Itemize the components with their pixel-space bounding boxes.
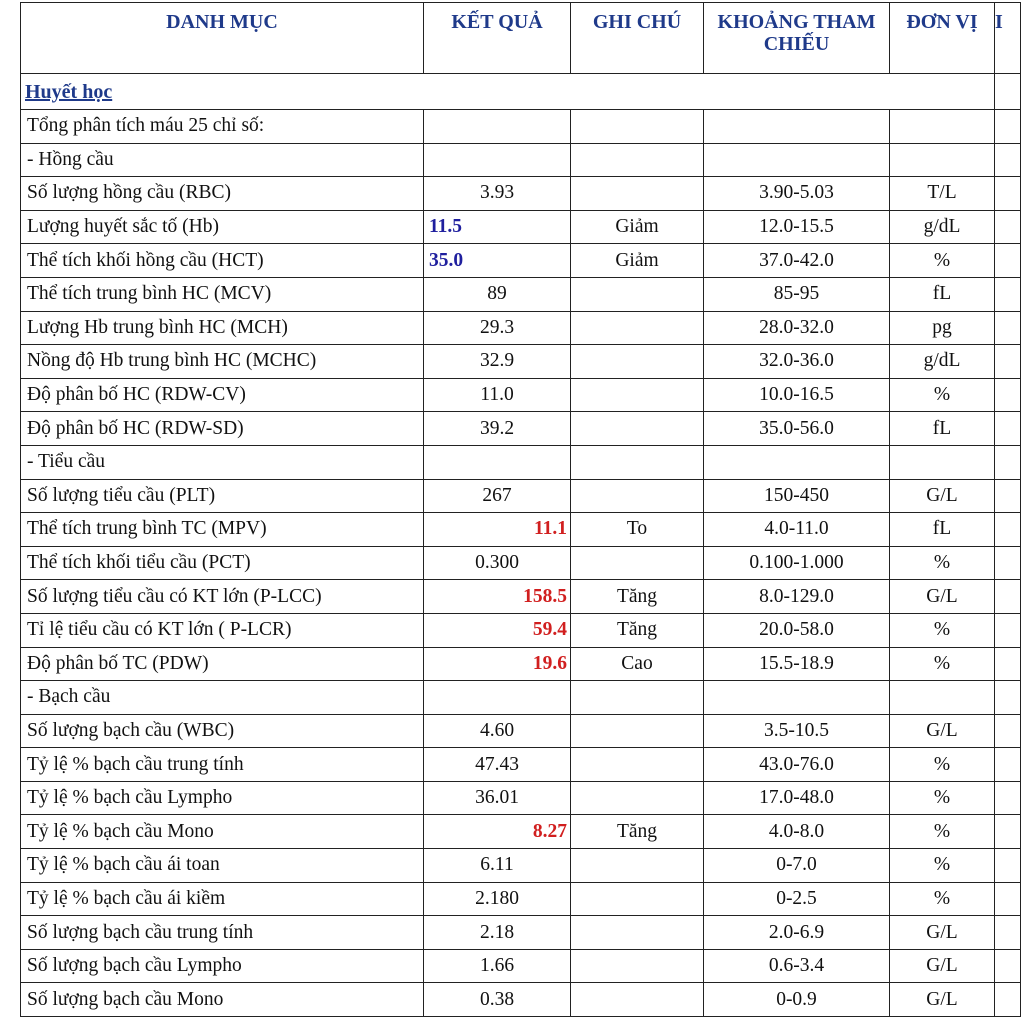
table-row (21, 412, 1021, 446)
row-result: 158.5 (424, 580, 571, 614)
row-reference: 15.5-18.9 (704, 647, 890, 681)
table-row (21, 781, 1021, 815)
row-note (571, 916, 704, 950)
row-extra-cell (995, 378, 1021, 412)
row-note: Giảm (571, 244, 704, 278)
row-name: Tổng phân tích máu 25 chỉ số: (21, 110, 424, 144)
row-note: Tăng (571, 580, 704, 614)
row-result: 59.4 (424, 613, 571, 647)
row-name: Số lượng bạch cầu (WBC) (21, 714, 424, 748)
row-extra-cell (995, 815, 1021, 849)
row-result: 2.18 (424, 916, 571, 950)
row-result: 6.11 (424, 849, 571, 883)
row-note (571, 277, 704, 311)
section-title: Huyết học (21, 74, 995, 110)
row-extra-cell (995, 412, 1021, 446)
table-row (21, 748, 1021, 782)
row-unit: G/L (890, 714, 995, 748)
row-reference: 0-2.5 (704, 882, 890, 916)
row-result: 39.2 (424, 412, 571, 446)
row-note (571, 311, 704, 345)
row-unit: fL (890, 277, 995, 311)
header-reference (704, 3, 890, 74)
row-note (571, 882, 704, 916)
table-row (21, 110, 1021, 144)
row-result: 35.0 (424, 244, 571, 278)
row-reference: 150-450 (704, 479, 890, 513)
table-row (21, 949, 1021, 983)
row-note: Tăng (571, 613, 704, 647)
row-extra-cell (995, 613, 1021, 647)
row-name: Số lượng bạch cầu Mono (21, 983, 424, 1017)
row-unit (890, 445, 995, 479)
row-result: 8.27 (424, 815, 571, 849)
row-name: Độ phân bố HC (RDW-CV) (21, 378, 424, 412)
row-result: 4.60 (424, 714, 571, 748)
header-note: GHI CHÚ (571, 3, 704, 74)
row-name: - Tiểu cầu (21, 445, 424, 479)
table-row (21, 815, 1021, 849)
row-name: Số lượng bạch cầu Lympho (21, 949, 424, 983)
table-row (21, 345, 1021, 379)
table-row (21, 983, 1021, 1017)
table-row (21, 311, 1021, 345)
row-extra-cell (995, 580, 1021, 614)
row-result: 89 (424, 277, 571, 311)
row-unit: % (890, 244, 995, 278)
row-note (571, 983, 704, 1017)
row-unit: T/L (890, 177, 995, 211)
row-name: Thể tích khối tiểu cầu (PCT) (21, 546, 424, 580)
row-unit (890, 143, 995, 177)
row-result: 267 (424, 479, 571, 513)
table-row (21, 244, 1021, 278)
row-name: Tỷ lệ % bạch cầu Lympho (21, 781, 424, 815)
table-row (21, 916, 1021, 950)
row-result: 11.1 (424, 513, 571, 547)
row-reference: 85-95 (704, 277, 890, 311)
row-note (571, 378, 704, 412)
row-note (571, 546, 704, 580)
row-reference: 10.0-16.5 (704, 378, 890, 412)
header-unit: ĐƠN VỊ (890, 3, 995, 74)
row-extra-cell (995, 849, 1021, 883)
row-note (571, 479, 704, 513)
row-reference: 32.0-36.0 (704, 345, 890, 379)
row-name: - Bạch cầu (21, 681, 424, 715)
row-result (424, 143, 571, 177)
row-note (571, 714, 704, 748)
row-name: Độ phân bố TC (PDW) (21, 647, 424, 681)
row-result: 47.43 (424, 748, 571, 782)
row-result: 32.9 (424, 345, 571, 379)
row-note (571, 412, 704, 446)
row-reference: 4.0-8.0 (704, 815, 890, 849)
row-unit: G/L (890, 949, 995, 983)
row-unit: % (890, 647, 995, 681)
row-extra-cell (995, 983, 1021, 1017)
row-note (571, 345, 704, 379)
row-unit: % (890, 546, 995, 580)
row-unit (890, 110, 995, 144)
row-result (424, 681, 571, 715)
row-reference: 0-0.9 (704, 983, 890, 1017)
row-extra-cell (995, 244, 1021, 278)
row-note (571, 949, 704, 983)
row-result (424, 110, 571, 144)
row-name: - Hồng cầu (21, 143, 424, 177)
table-row (21, 445, 1021, 479)
header-row (21, 3, 1021, 74)
row-result: 11.5 (424, 210, 571, 244)
row-extra-cell (995, 714, 1021, 748)
row-note (571, 143, 704, 177)
row-extra-cell (995, 177, 1021, 211)
row-name: Thể tích trung bình TC (MPV) (21, 513, 424, 547)
row-reference: 3.5-10.5 (704, 714, 890, 748)
header-reference-line2: CHIẾU (763, 33, 830, 55)
row-reference: 35.0-56.0 (704, 412, 890, 446)
row-result: 1.66 (424, 949, 571, 983)
row-extra-cell (995, 546, 1021, 580)
row-note (571, 748, 704, 782)
row-note (571, 681, 704, 715)
row-unit: g/dL (890, 345, 995, 379)
row-name: Số lượng tiểu cầu có KT lớn (P-LCC) (21, 580, 424, 614)
row-note (571, 445, 704, 479)
header-extra: I (995, 3, 1021, 74)
row-name: Lượng huyết sắc tố (Hb) (21, 210, 424, 244)
row-unit: G/L (890, 916, 995, 950)
row-reference (704, 681, 890, 715)
table-row (21, 849, 1021, 883)
row-name: Độ phân bố HC (RDW-SD) (21, 412, 424, 446)
header-result: KẾT QUẢ (424, 3, 571, 74)
row-result: 3.93 (424, 177, 571, 211)
row-extra-cell (995, 345, 1021, 379)
row-reference (704, 110, 890, 144)
row-reference: 2.0-6.9 (704, 916, 890, 950)
row-name: Số lượng tiểu cầu (PLT) (21, 479, 424, 513)
row-extra-cell (995, 277, 1021, 311)
table-row (21, 143, 1021, 177)
row-reference: 20.0-58.0 (704, 613, 890, 647)
row-note (571, 110, 704, 144)
header-category: DANH MỤC (21, 3, 424, 74)
row-reference: 12.0-15.5 (704, 210, 890, 244)
row-unit: G/L (890, 983, 995, 1017)
row-extra-cell (995, 513, 1021, 547)
row-extra-cell (995, 748, 1021, 782)
row-name: Tỷ lệ % bạch cầu ái toan (21, 849, 424, 883)
row-note: Cao (571, 647, 704, 681)
row-unit: % (890, 613, 995, 647)
row-extra-cell (995, 110, 1021, 144)
row-unit: % (890, 748, 995, 782)
row-reference (704, 143, 890, 177)
row-extra-cell (995, 647, 1021, 681)
row-name: Số lượng hồng cầu (RBC) (21, 177, 424, 211)
row-result: 11.0 (424, 378, 571, 412)
row-reference: 3.90-5.03 (704, 177, 890, 211)
table-row (21, 647, 1021, 681)
row-reference: 8.0-129.0 (704, 580, 890, 614)
row-reference: 4.0-11.0 (704, 513, 890, 547)
blood-test-table (20, 2, 1021, 1017)
row-result: 19.6 (424, 647, 571, 681)
row-note: To (571, 513, 704, 547)
row-unit: % (890, 781, 995, 815)
table-row (21, 479, 1021, 513)
row-unit: g/dL (890, 210, 995, 244)
table-row (21, 882, 1021, 916)
row-extra-cell (995, 681, 1021, 715)
row-name: Tỷ lệ % bạch cầu trung tính (21, 748, 424, 782)
section-extra-cell (995, 74, 1021, 110)
table-row (21, 277, 1021, 311)
row-reference: 37.0-42.0 (704, 244, 890, 278)
row-unit: % (890, 815, 995, 849)
table-row (21, 378, 1021, 412)
row-reference: 0.100-1.000 (704, 546, 890, 580)
table-row (21, 681, 1021, 715)
row-extra-cell (995, 479, 1021, 513)
table-row (21, 580, 1021, 614)
row-result: 2.180 (424, 882, 571, 916)
row-unit: G/L (890, 479, 995, 513)
row-name: Nồng độ Hb trung bình HC (MCHC) (21, 345, 424, 379)
table-row (21, 177, 1021, 211)
row-name: Tỷ lệ % bạch cầu Mono (21, 815, 424, 849)
row-unit: % (890, 849, 995, 883)
row-extra-cell (995, 445, 1021, 479)
table-row (21, 513, 1021, 547)
row-reference: 0.6-3.4 (704, 949, 890, 983)
row-result: 29.3 (424, 311, 571, 345)
row-reference: 28.0-32.0 (704, 311, 890, 345)
row-result: 0.38 (424, 983, 571, 1017)
row-note (571, 177, 704, 211)
row-extra-cell (995, 210, 1021, 244)
row-extra-cell (995, 949, 1021, 983)
row-note (571, 849, 704, 883)
row-unit: fL (890, 513, 995, 547)
row-name: Số lượng bạch cầu trung tính (21, 916, 424, 950)
row-result: 36.01 (424, 781, 571, 815)
row-extra-cell (995, 143, 1021, 177)
row-unit (890, 681, 995, 715)
table-row (21, 613, 1021, 647)
row-unit: fL (890, 412, 995, 446)
row-reference: 0-7.0 (704, 849, 890, 883)
header-reference-line1: KHOẢNG THAM (717, 11, 876, 33)
row-note (571, 781, 704, 815)
row-name: Thể tích khối hồng cầu (HCT) (21, 244, 424, 278)
row-note: Giảm (571, 210, 704, 244)
row-result (424, 445, 571, 479)
row-unit: % (890, 378, 995, 412)
row-extra-cell (995, 916, 1021, 950)
row-reference: 17.0-48.0 (704, 781, 890, 815)
row-unit: % (890, 882, 995, 916)
row-reference: 43.0-76.0 (704, 748, 890, 782)
row-extra-cell (995, 882, 1021, 916)
table-row (21, 546, 1021, 580)
row-name: Lượng Hb trung bình HC (MCH) (21, 311, 424, 345)
row-unit: G/L (890, 580, 995, 614)
row-name: Tỷ lệ % bạch cầu ái kiềm (21, 882, 424, 916)
table-row (21, 210, 1021, 244)
row-unit: pg (890, 311, 995, 345)
row-extra-cell (995, 311, 1021, 345)
section-row (21, 74, 1021, 110)
table-row (21, 714, 1021, 748)
row-extra-cell (995, 781, 1021, 815)
row-note: Tăng (571, 815, 704, 849)
lab-results-sheet (20, 2, 1002, 1017)
row-name: Tỉ lệ tiểu cầu có KT lớn ( P-LCR) (21, 613, 424, 647)
row-reference (704, 445, 890, 479)
row-name: Thể tích trung bình HC (MCV) (21, 277, 424, 311)
row-result: 0.300 (424, 546, 571, 580)
